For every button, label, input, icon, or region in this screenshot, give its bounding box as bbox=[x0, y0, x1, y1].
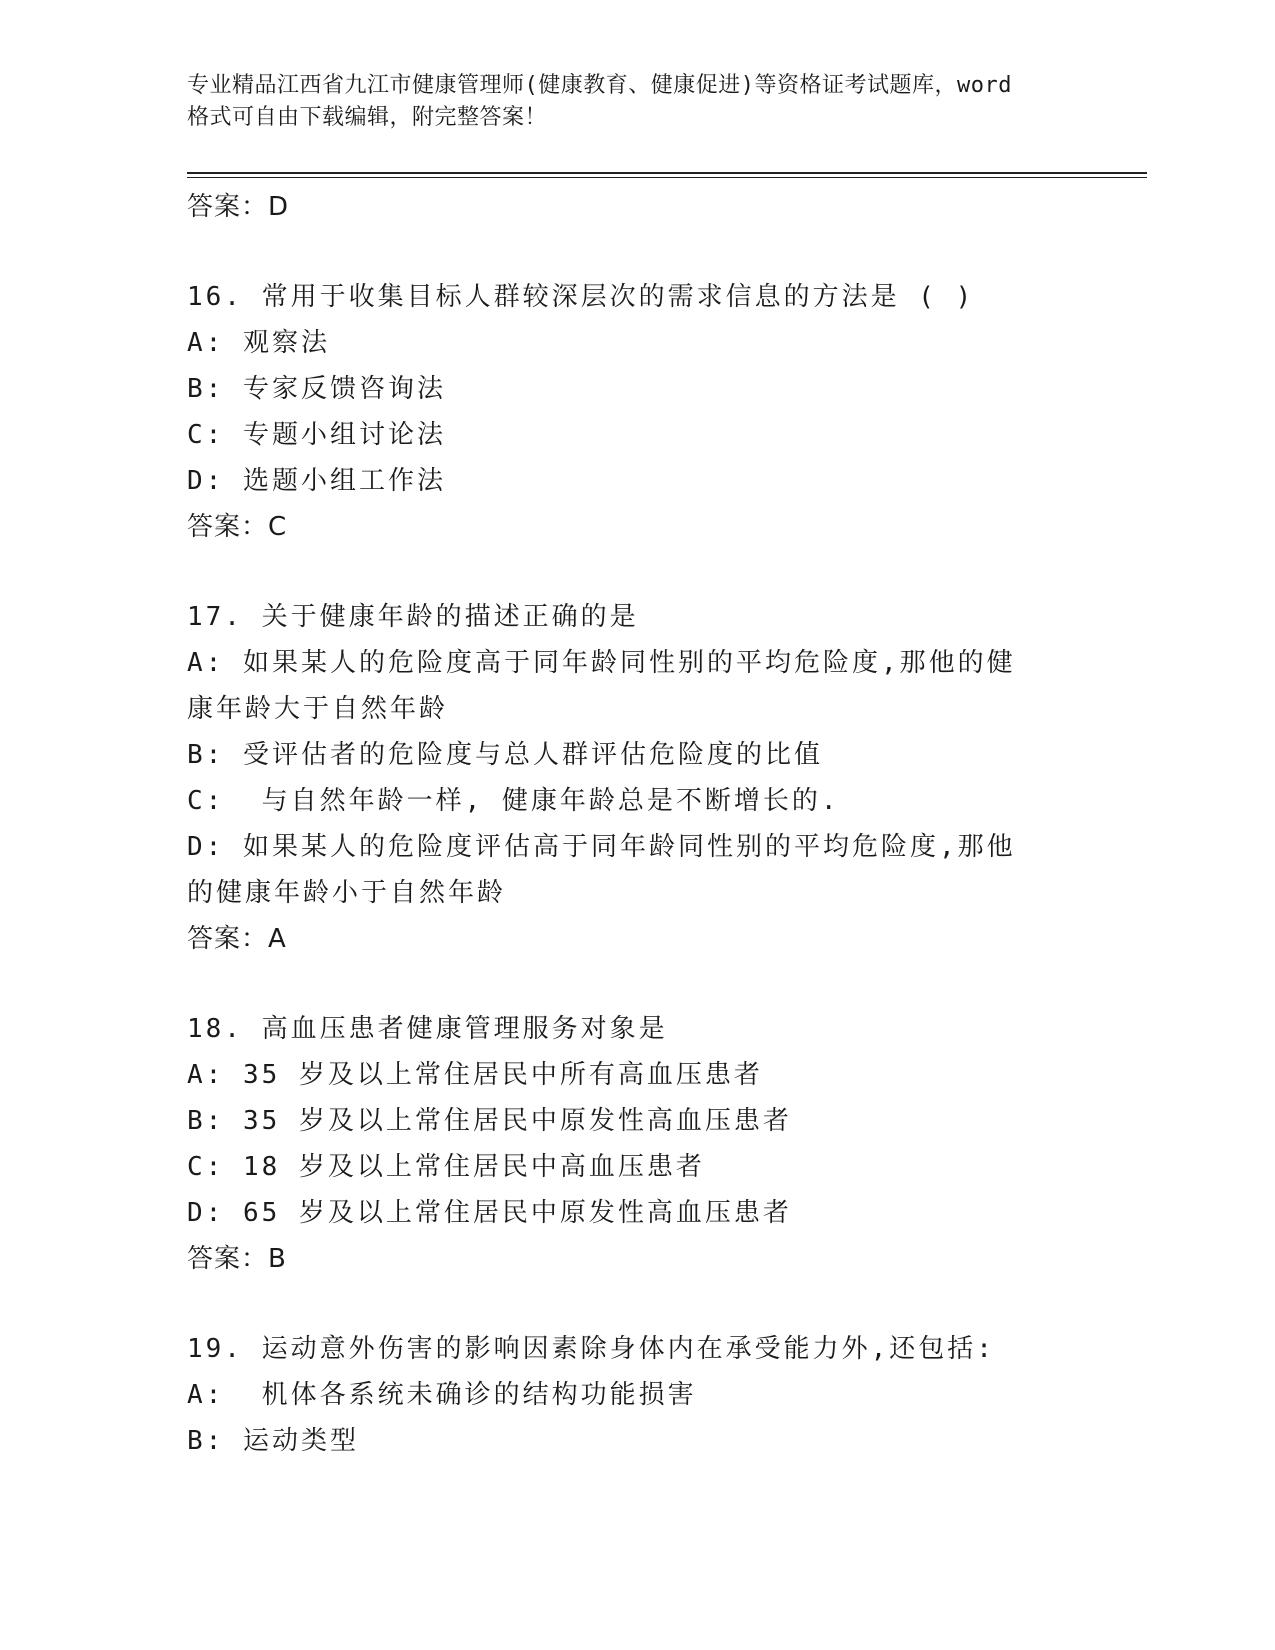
answer: 答案：B bbox=[187, 1244, 287, 1274]
question-block-18 bbox=[187, 1006, 1147, 1282]
question-stem: 16. 常用于收集目标人群较深层次的需求信息的方法是 ( ) bbox=[187, 282, 975, 312]
question-stem: 19. 运动意外伤害的影响因素除身体内在承受能力外,还包括: bbox=[187, 1334, 995, 1364]
option-a: A: 35 岁及以上常住居民中所有高血压患者 bbox=[187, 1060, 763, 1090]
option-a: A: 观察法 bbox=[187, 328, 330, 358]
document-page bbox=[187, 70, 1147, 1464]
question-block-19 bbox=[187, 1326, 1147, 1464]
question-block-16 bbox=[187, 274, 1147, 550]
option-b: B: 受评估者的危险度与总人群评估危险度的比值 bbox=[187, 740, 823, 770]
option-b: B: 运动类型 bbox=[187, 1426, 359, 1456]
document-header-line-1: 专业精品江西省九江市健康管理师(健康教育、健康促进)等资格证考试题库，word bbox=[187, 73, 1012, 98]
question-block-17 bbox=[187, 594, 1147, 962]
option-d: D: 如果某人的危险度评估高于同年龄同性别的平均危险度,那他的健康年龄小于自然年龄 bbox=[187, 832, 1016, 908]
option-a: A: 机体各系统未确诊的结构功能损害 bbox=[187, 1380, 697, 1410]
answer: 答案：C bbox=[187, 512, 288, 542]
option-c: C: 专题小组讨论法 bbox=[187, 420, 446, 450]
document-header-line-2: 格式可自由下载编辑，附完整答案！ bbox=[187, 105, 548, 130]
option-d: D: 65 岁及以上常住居民中原发性高血压患者 bbox=[187, 1198, 792, 1228]
option-c: C: 18 岁及以上常住居民中高血压患者 bbox=[187, 1152, 705, 1182]
option-b: B: 35 岁及以上常住居民中原发性高血压患者 bbox=[187, 1106, 792, 1136]
header-divider bbox=[187, 172, 1147, 178]
option-d: D: 选题小组工作法 bbox=[187, 466, 446, 496]
previous-answer: 答案：D bbox=[187, 192, 290, 222]
option-b: B: 专家反馈咨询法 bbox=[187, 374, 446, 404]
question-stem: 18. 高血压患者健康管理服务对象是 bbox=[187, 1014, 668, 1044]
option-c: C: 与自然年龄一样, 健康年龄总是不断增长的. bbox=[187, 786, 840, 816]
answer: 答案：A bbox=[187, 924, 287, 954]
option-a: A: 如果某人的危险度高于同年龄同性别的平均危险度,那他的健康年龄大于自然年龄 bbox=[187, 648, 1016, 724]
question-stem: 17. 关于健康年龄的描述正确的是 bbox=[187, 602, 639, 632]
